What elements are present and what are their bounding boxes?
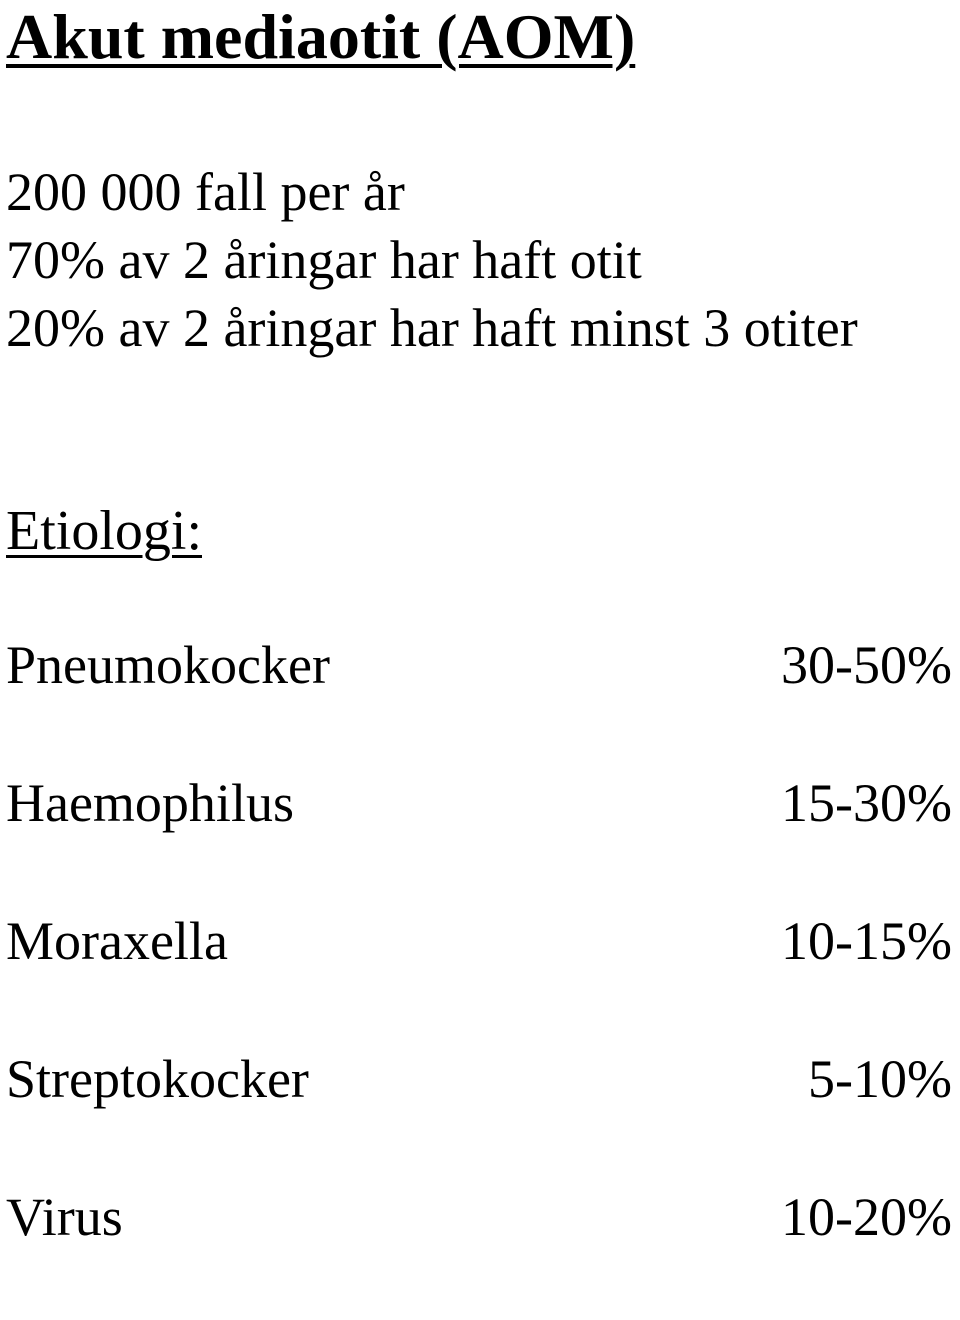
etiology-row	[6, 906, 952, 1044]
etiology-row	[6, 1182, 952, 1320]
etiology-share: 10-20%	[781, 1187, 952, 1247]
facts-list	[6, 158, 858, 362]
etiology-agent: Moraxella	[6, 911, 228, 971]
etiology-row	[6, 1044, 952, 1182]
etiology-agent: Haemophilus	[6, 773, 294, 833]
fact-item: 200 000 fall per år	[6, 162, 405, 222]
etiology-share: 15-30%	[781, 773, 952, 833]
etiology-share: 30-50%	[781, 635, 952, 695]
page-title: Akut mediaotit (AOM)	[6, 1, 636, 72]
etiology-share: 10-15%	[781, 911, 952, 971]
etiology-row	[6, 768, 952, 906]
etiology-agent: Pneumokocker	[6, 635, 330, 695]
fact-item: 70% av 2 åringar har haft otit	[6, 230, 642, 290]
etiology-list	[6, 630, 952, 1320]
etiology-row	[6, 630, 952, 768]
etiology-heading: Etiologi:	[6, 500, 202, 562]
etiology-share: 5-10%	[808, 1049, 952, 1109]
fact-item: 20% av 2 åringar har haft minst 3 otiter	[6, 298, 858, 358]
etiology-agent: Virus	[6, 1187, 123, 1247]
etiology-agent: Streptokocker	[6, 1049, 309, 1109]
